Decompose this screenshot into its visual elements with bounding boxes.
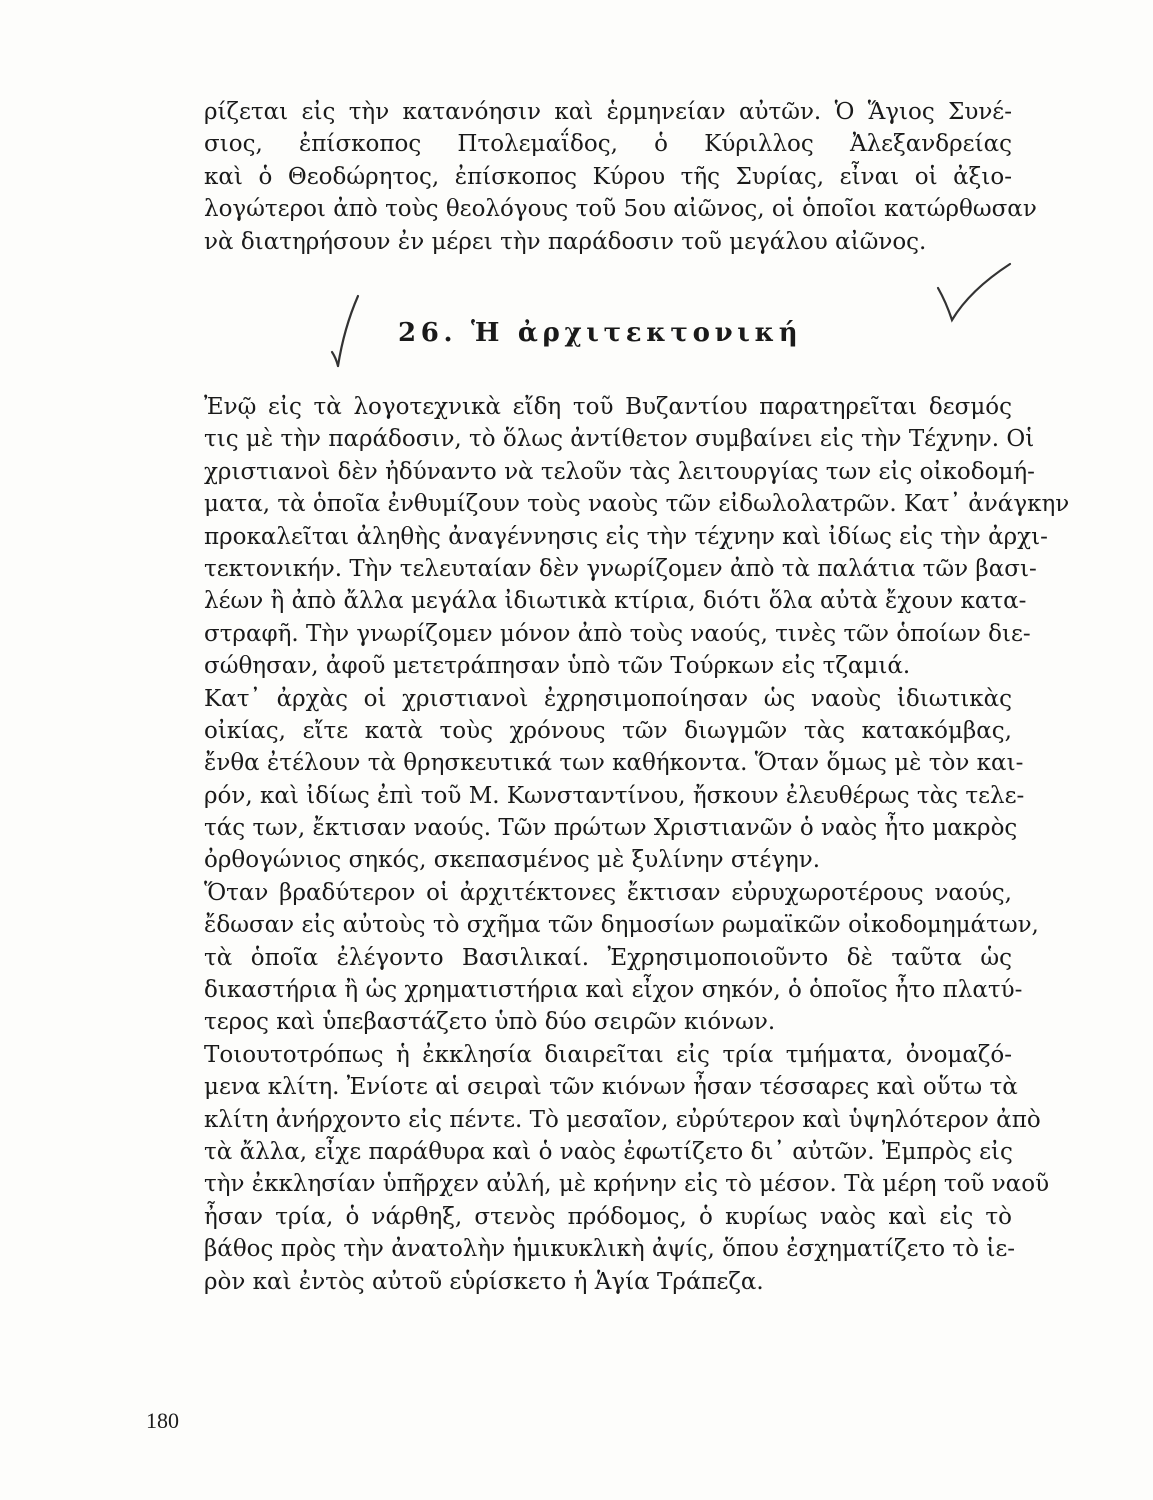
text-line: μενα κλίτη. Ἐνίοτε αἱ σειραὶ τῶν κιόνων ἦσαν τέσσαρες καὶ οὕτω τὰ — [204, 1074, 1018, 1101]
text-line: τις μὲ τὴν παράδοσιν, τὸ ὅλως ἀντίθετον συμβαίνει εἰς τὴν Τέχνην. Οἱ — [204, 426, 1035, 453]
text-line: σιος, ἐπίσκοπος Πτολεμαΐδος, ὁ Κύριλλος Ἀλεξανδρείας — [204, 131, 1012, 158]
text-line: Κατ᾽ ἀρχὰς οἱ χριστιανοὶ ἐχρησιμοποίησαν ὡς ναοὺς ἰδιωτικὰς — [204, 685, 1012, 712]
text-line: νὰ διατηρήσουν ἐν μέρει τὴν παράδοσιν τοῦ μεγάλου αἰῶνος. — [204, 228, 927, 255]
text-line: ρὸν καὶ ἐντὸς αὐτοῦ εὑρίσκετο ἡ Ἁγία Τράπεζα. — [204, 1268, 764, 1295]
text-line: στραφῆ. Τὴν γνωρίζομεν μόνον ἀπὸ τοὺς ναούς, τινὲς τῶν ὁποίων διε- — [204, 620, 1031, 647]
text-line: Ἐνῷ εἰς τὰ λογοτεχνικὰ εἴδη τοῦ Βυζαντίου παρατηρεῖται δεσμός — [204, 394, 1012, 420]
text-line: ρόν, καὶ ἰδίως ἐπὶ τοῦ Μ. Κωνσταντίνου, ἤσκουν ἐλευθέρως τὰς τελε- — [204, 782, 1025, 809]
handwritten-checkmark-icon — [930, 260, 1020, 330]
text-line: τάς των, ἔκτισαν ναούς. Τῶν πρώτων Χριστιανῶν ὁ ναὸς ἦτο μακρὸς — [204, 815, 1018, 842]
page-number: 180 — [146, 1408, 179, 1433]
text-line: λέων ἢ ἀπὸ ἄλλα μεγάλα ἰδιωτικὰ κτίρια, διότι ὅλα αὐτὰ ἔχουν κατα- — [204, 588, 1027, 615]
text-line: τερος καὶ ὑπεβαστάζετο ὑπὸ δύο σειρῶν κιόνων. — [204, 1009, 776, 1036]
text-line: οἰκίας, εἴτε κατὰ τοὺς χρόνους τῶν διωγμῶν τὰς κατακόμβας, — [204, 717, 1012, 744]
text-line: βάθος πρὸς τὴν ἀνατολὴν ἡμικυκλικὴ ἀψίς, ὅπου ἐσχηματίζετο τὸ ἱε- — [204, 1236, 1016, 1263]
text-line: Ὅταν βραδύτερον οἱ ἀρχιτέκτονες ἔκτισαν εὐρυχωροτέρους ναούς, — [204, 879, 1012, 906]
text-line: Τοιουτοτρόπως ἡ ἐκκλησία διαιρεῖται εἰς τρία τμήματα, ὀνομαζό- — [204, 1041, 1012, 1068]
text-line: καὶ ὁ Θεοδώρητος, ἐπίσκοπος Κύρου τῆς Συρίας, εἶναι οἱ ἀξιο- — [204, 163, 1012, 190]
text-line: τὰ ἄλλα, εἶχε παράθυρα καὶ ὁ ναὸς ἐφωτίζετο δι᾽ αὐτῶν. Ἐμπρὸς εἰς — [204, 1138, 1013, 1165]
text-line: δικαστήρια ἢ ὡς χρηματιστήρια καὶ εἶχον σηκόν, ὁ ὁποῖος ἦτο πλατύ- — [204, 977, 1023, 1004]
text-line: προκαλεῖται ἀληθὴς ἀναγέννησις εἰς τὴν τέχνην καὶ ἰδίως εἰς τὴν ἀρχι- — [204, 523, 1048, 550]
text-line: τεκτονικήν. Τὴν τελευταίαν δὲν γνωρίζομεν ἀπὸ τὰ παλάτια τῶν βασι- — [204, 555, 1037, 582]
text-line: ἔνθα ἐτέλουν τὰ θρησκευτικά των καθήκοντα. Ὅταν ὅμως μὲ τὸν και- — [204, 750, 1024, 777]
text-line: ἦσαν τρία, ὁ νάρθηξ, στενὸς πρόδομος, ὁ κυρίως ναὸς καὶ εἰς τὸ — [204, 1203, 1012, 1230]
text-line: ὀρθογώνιος σηκός, σκεπασμένος μὲ ξυλίνην στέγην. — [204, 847, 821, 874]
text-line: χριστιανοὶ δὲν ἠδύναντο νὰ τελοῦν τὰς λειτουργίας των εἰς οἰκοδομή- — [204, 458, 1035, 485]
text-line: ἔδωσαν εἰς αὐτοὺς τὸ σχῆμα τῶν δημοσίων ρωμαϊκῶν οἰκοδομημάτων, — [204, 912, 1039, 939]
text-line: ρίζεται εἰς τὴν κατανόησιν καὶ ἑρμηνείαν αὐτῶν. Ὁ Ἅγιος Συνέ- — [204, 99, 1012, 125]
text-line: τὴν ἐκκλησίαν ὑπῆρχεν αὐλή, μὲ κρήνην εἰς τὸ μέσον. Τὰ μέρη τοῦ ναοῦ — [204, 1171, 1050, 1198]
intro-paragraph — [204, 96, 1037, 258]
handwritten-stroke-icon — [326, 292, 366, 372]
text-line: λογώτεροι ἀπὸ τοὺς θεολόγους τοῦ 5ου αἰῶνος, οἱ ὁποῖοι κατώρθωσαν — [204, 196, 1037, 223]
text-line: ματα, τὰ ὁποῖα ἐνθυμίζουν τοὺς ναοὺς τῶν εἰδωλολατρῶν. Κατ᾽ ἀνάγκην — [204, 491, 1070, 518]
text-line: κλίτη ἀνήρχοντο εἰς πέντε. Τὸ μεσαῖον, εὐρύτερον καὶ ὑψηλότερον ἀπὸ — [204, 1106, 1041, 1133]
text-line: τὰ ὁποῖα ἐλέγοντο Βασιλικαί. Ἐχρησιμοποιοῦντο δὲ ταῦτα ὡς — [204, 944, 1012, 971]
text-line: σώθησαν, ἀφοῦ μετετράπησαν ὑπὸ τῶν Τούρκων εἰς τζαμιά. — [204, 653, 911, 680]
section-heading: 26. Ἡ ἀρχιτεκτονική — [398, 318, 803, 348]
body-text — [204, 391, 1070, 1298]
